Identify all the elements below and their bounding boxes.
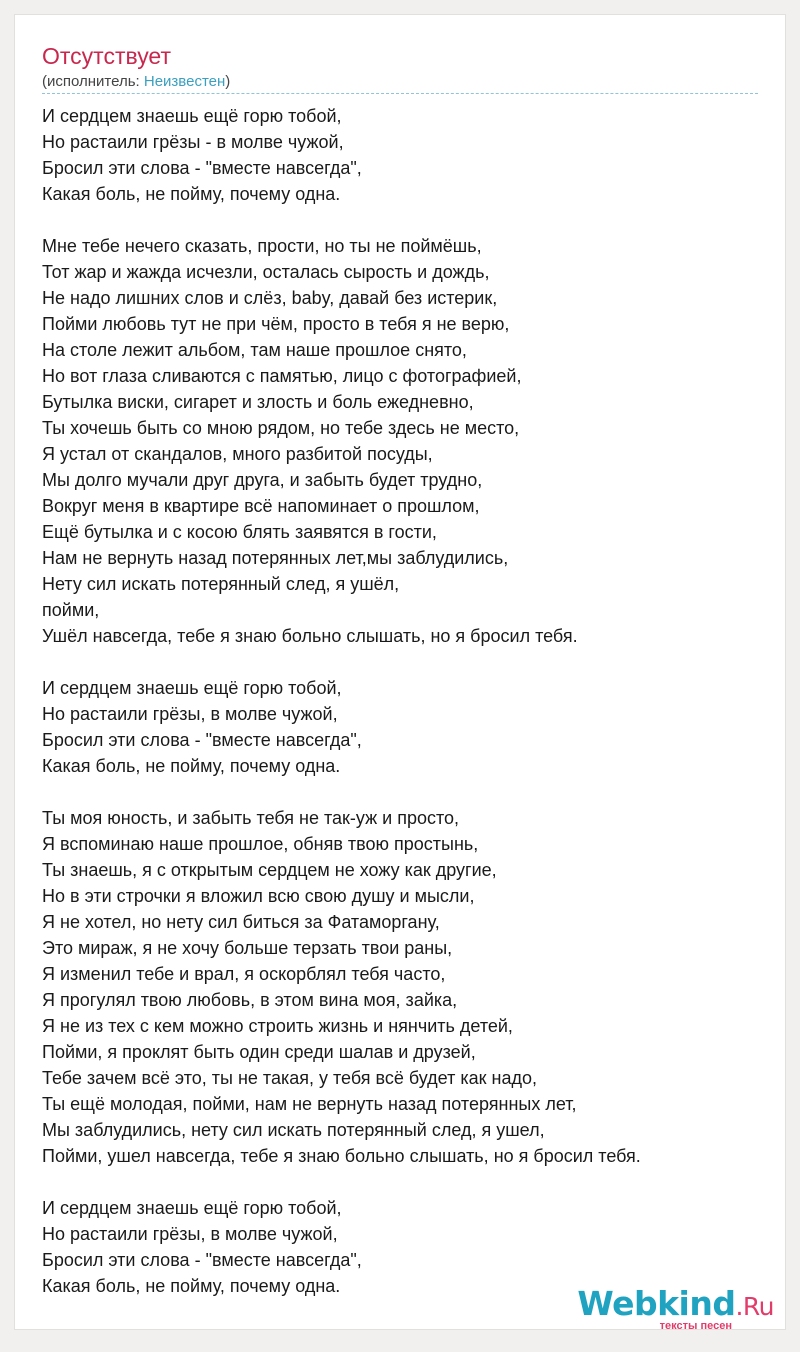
lyrics-line: Я изменил тебе и врал, я оскорблял тебя часто, [42,964,446,984]
lyrics-line: Ты хочешь быть со мною рядом, но тебе здесь не место, [42,418,520,438]
lyrics-line: Но растаили грёзы, в молве чужой, [42,1224,338,1244]
webkind-logo[interactable] [577,1284,774,1332]
song-title: Отсутствует [42,43,171,69]
lyrics-line: Тебе зачем всё это, ты не такая, у тебя всё будет как надо, [42,1068,537,1088]
logo-tld: .Ru [735,1292,774,1321]
lyrics-line: Нам не вернуть назад потерянных лет,мы заблудились, [42,548,509,568]
lyrics-line: Мы заблудились, нету сил искать потерянный след, я ушел, [42,1120,545,1140]
lyrics-stanza [42,103,762,207]
lyrics-line: Ушёл навсегда, тебе я знаю больно слышать, но я бросил тебя. [42,626,578,646]
lyrics-line: Вокруг меня в квартире всё напоминает о прошлом, [42,496,480,516]
lyrics-line: И сердцем знаешь ещё горю тобой, [42,106,342,126]
lyrics-line: Но в эти строчки я вложил всю свою душу и мысли, [42,886,475,906]
lyrics-line: Я вспоминаю наше прошлое, обняв твою простынь, [42,834,479,854]
lyrics-line: Мне тебе нечего сказать, прости, но ты не поймёшь, [42,236,482,256]
lyrics-line: Но растаили грёзы, в молве чужой, [42,704,338,724]
lyrics-line: Ты моя юность, и забыть тебя не так-уж и просто, [42,808,460,828]
lyrics-line: Бросил эти слова - "вместе навсегда", [42,1250,362,1270]
lyrics-line: Бутылка виски, сигарет и злость и боль ежедневно, [42,392,474,412]
lyrics-line: Какая боль, не пойму, почему одна. [42,184,341,204]
lyrics-line: Тот жар и жажда исчезли, осталась сырость и дождь, [42,262,490,282]
lyrics-line: Пойми, я проклят быть один среди шалав и друзей, [42,1042,476,1062]
artist-suffix: ) [225,73,231,90]
artist-prefix: (исполнитель: [42,73,144,90]
lyrics-text [42,103,762,1299]
lyrics-line: Мы долго мучали друг друга, и забыть будет трудно, [42,470,483,490]
lyrics-line: Не надо лишних слов и слёз, baby, давай без истерик, [42,288,498,308]
lyrics-line: Нету сил искать потерянный след, я ушёл, [42,574,400,594]
lyrics-line: Ты ещё молодая, пойми, нам не вернуть назад потерянных лет, [42,1094,577,1114]
lyrics-line: Какая боль, не пойму, почему одна. [42,1276,341,1296]
lyrics-stanza [42,233,762,649]
lyrics-line: На столе лежит альбом, там наше прошлое снято, [42,340,467,360]
lyrics-line: Я устал от скандалов, много разбитой посуды, [42,444,433,464]
lyrics-line: И сердцем знаешь ещё горю тобой, [42,678,342,698]
lyrics-line: Я не хотел, но нету сил биться за Фатаморгану, [42,912,440,932]
lyrics-line: Ещё бутылка и с косою блять заявятся в гости, [42,522,437,542]
lyrics-line: пойми, [42,600,100,620]
lyrics-line: Бросил эти слова - "вместе навсегда", [42,158,362,178]
logo-word: Webkind [577,1284,736,1323]
lyrics-line: Пойми, ушел навсегда, тебе я знаю больно слышать, но я бросил тебя. [42,1146,641,1166]
lyrics-line: Бросил эти слова - "вместе навсегда", [42,730,362,750]
lyrics-line: Пойми любовь тут не при чём, просто в тебя я не верю, [42,314,510,334]
lyrics-line: Но растаили грёзы - в молве чужой, [42,132,344,152]
lyrics-stanza [42,675,762,779]
lyrics-line: Я прогулял твою любовь, в этом вина моя, зайка, [42,990,458,1010]
lyrics-stanza [42,805,762,1169]
logo-tagline: тексты песен [659,1320,732,1332]
artist-line [42,72,230,92]
header-divider [42,93,758,94]
lyrics-line: Ты знаешь, я с открытым сердцем не хожу как другие, [42,860,497,880]
artist-link[interactable]: Неизвестен [143,73,226,90]
lyrics-line: И сердцем знаешь ещё горю тобой, [42,1198,342,1218]
lyrics-line: Но вот глаза сливаются с памятью, лицо с фотографией, [42,366,522,386]
lyrics-line: Какая боль, не пойму, почему одна. [42,756,341,776]
lyrics-line: Я не из тех с кем можно строить жизнь и нянчить детей, [42,1016,513,1036]
lyrics-line: Это мираж, я не хочу больше терзать твои раны, [42,938,453,958]
